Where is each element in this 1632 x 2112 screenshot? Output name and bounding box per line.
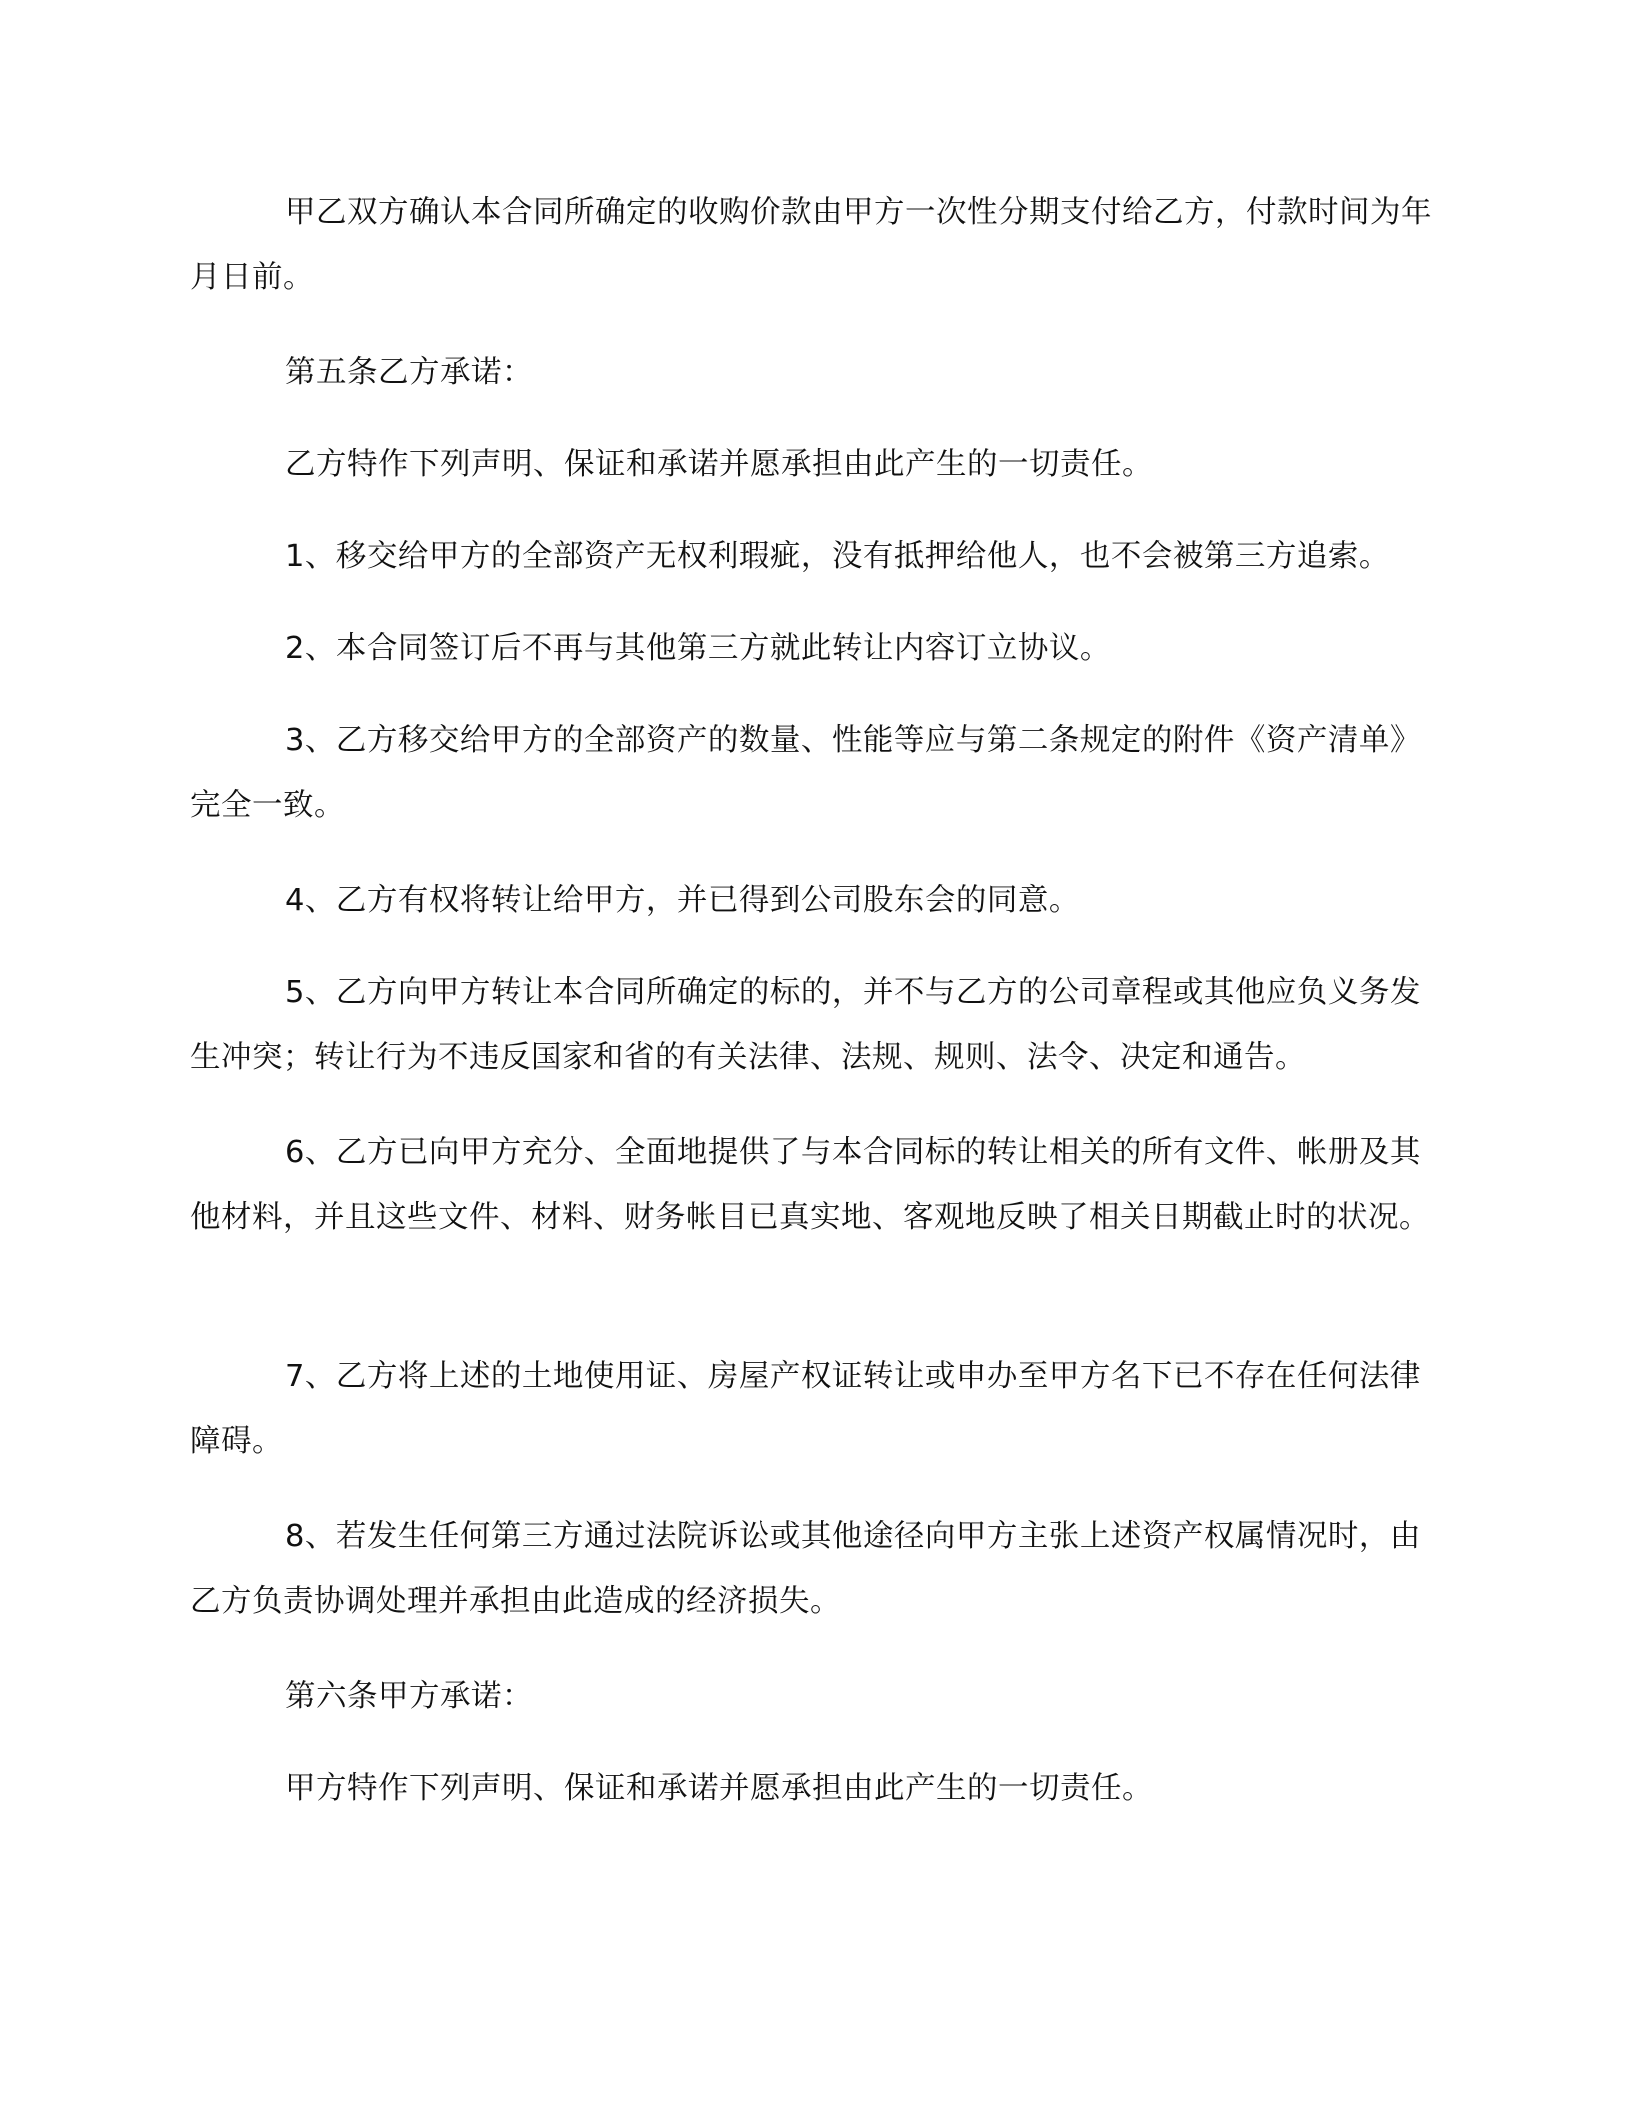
paragraph-party-a-declaration: 甲方特作下列声明、保证和承诺并愿承担由此产生的一切责任。 bbox=[285, 1771, 1153, 1806]
heading-article-6: 第六条甲方承诺： bbox=[285, 1679, 533, 1714]
clause-4: 4、乙方有权将转让给甲方，并已得到公司股东会的同意。 bbox=[285, 883, 1080, 918]
clause-1: 1、移交给甲方的全部资产无权利瑕疵，没有抵押给他人，也不会被第三方追索。 bbox=[285, 539, 1390, 574]
paragraph-party-b-declaration: 乙方特作下列声明、保证和承诺并愿承担由此产生的一切责任。 bbox=[285, 447, 1153, 482]
clause-8: 8、若发生任何第三方通过法院诉讼或其他途径向甲方主张上述资产权属情况时，由乙方负责协调处理并承担由此造成的经济损失。 bbox=[190, 1519, 1421, 1619]
clause-6: 6、乙方已向甲方充分、全面地提供了与本合同标的转让相关的所有文件、帐册及其他材料，并且这些文件、材料、财务帐目已真实地、客观地反映了相关日期截止时的状况。 bbox=[190, 1135, 1430, 1235]
clause-3: 3、乙方移交给甲方的全部资产的数量、性能等应与第二条规定的附件《资产清单》完全一致。 bbox=[190, 723, 1421, 823]
clause-5: 5、乙方向甲方转让本合同所确定的标的，并不与乙方的公司章程或其他应负义务发生冲突；转让行为不违反国家和省的有关法律、法规、规则、法令、决定和通告。 bbox=[190, 975, 1421, 1075]
heading-article-5: 第五条乙方承诺： bbox=[285, 355, 533, 390]
paragraph-payment-terms: 甲乙双方确认本合同所确定的收购价款由甲方一次性分期支付给乙方，付款时间为年月日前。 bbox=[190, 195, 1432, 295]
clause-2: 2、本合同签订后不再与其他第三方就此转让内容订立协议。 bbox=[285, 631, 1111, 666]
clause-7: 7、乙方将上述的土地使用证、房屋产权证转让或申办至甲方名下已不存在任何法律障碍。 bbox=[190, 1359, 1421, 1459]
